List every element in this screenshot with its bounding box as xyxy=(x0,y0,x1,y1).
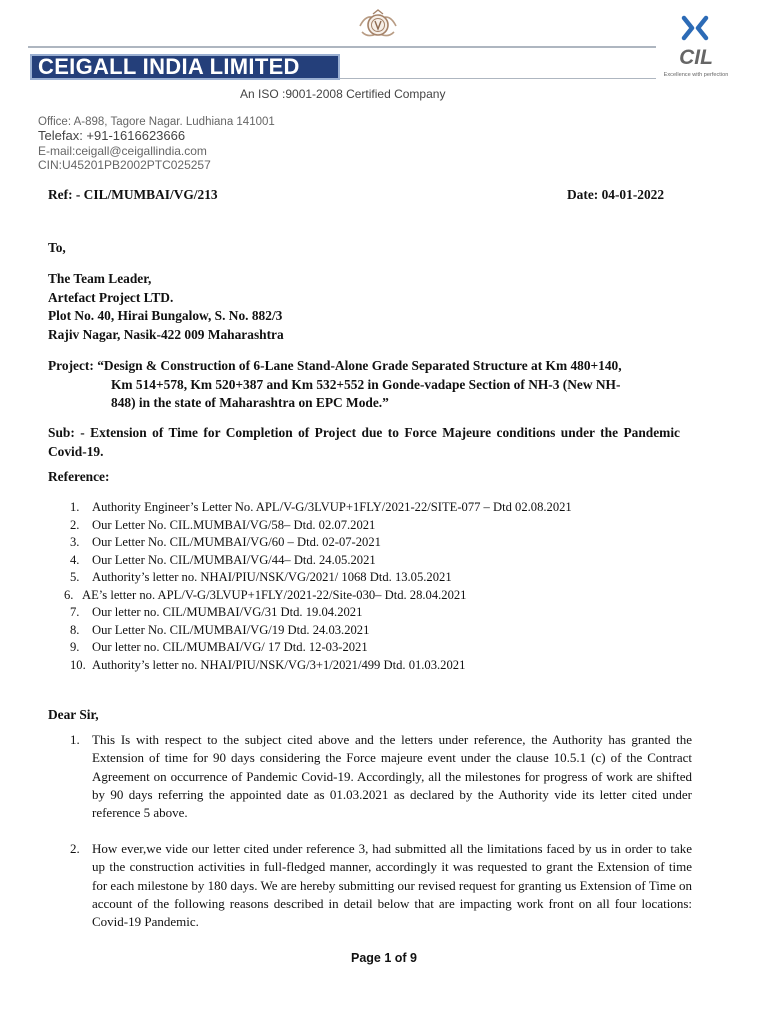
to-label: To, xyxy=(48,240,66,255)
project-label: Project: xyxy=(48,358,94,373)
header-rule-bottom xyxy=(340,78,656,79)
paragraph-number: 1. xyxy=(70,732,80,747)
project-line: Km 514+578, Km 520+387 and Km 532+552 in Gonde-vadape Section of NH-3 (New NH- xyxy=(111,376,621,392)
project-line: “Design & Construction of 6-Lane Stand-Alone Grade Separated Structure at Km 480+140, xyxy=(97,358,622,373)
address-line: Artefact Project LTD. xyxy=(48,289,174,305)
emblem-logo xyxy=(356,8,400,42)
address-line: The Team Leader, xyxy=(48,271,152,286)
page-number: Page 1 of 9 xyxy=(351,951,417,965)
reference-heading: Reference: xyxy=(48,469,110,484)
company-name-banner: CEIGALL INDIA LIMITED xyxy=(30,54,340,80)
subject-line: Sub: - Extension of Time for Completion of Project due to Force Majeure conditions under the Pandemic Covid-19. xyxy=(48,425,680,459)
reference-item: 3. Our Letter No. CIL/MUMBAI/VG/60 – Dtd. 02-07-2021 xyxy=(70,535,381,549)
reference-number: Ref: - CIL/MUMBAI/VG/213 xyxy=(48,187,218,202)
reference-item: 7. Our letter no. CIL/MUMBAI/VG/31 Dtd. 19.04.2021 xyxy=(70,605,363,619)
reference-item: 5. Authority’s letter no. NHAI/PIU/NSK/VG/2021/ 1068 Dtd. 13.05.2021 xyxy=(70,570,452,584)
address-line: Rajiv Nagar, Nasik-422 009 Maharashtra xyxy=(48,326,284,342)
letter-date: Date: 04-01-2022 xyxy=(567,187,665,202)
project-block xyxy=(48,357,688,413)
email: E-mail:ceigall@ceigallindia.com xyxy=(38,144,207,158)
reference-item: 2. Our Letter No. CIL.MUMBAI/VG/58– Dtd. 02.07.2021 xyxy=(70,517,376,532)
office-address: Office: A-898, Tagore Nagar. Ludhiana 141001 xyxy=(38,116,275,128)
reference-item: 8. Our Letter No. CIL/MUMBAI/VG/19 Dtd. 24.03.2021 xyxy=(70,622,370,637)
paragraph-text: How ever,we vide our letter cited under reference 3, had submitted all the limitations faced by us in order to take up the construction activities in full-fledged manner, accordingly it was requested to grant the Extension of time for each milestone by 180 days. We are hereby submitting our revised request for granting us Extension of Time on account of the following reasons described in detail below that are impacting work front on all four locations: Covid-19 Pandemic. xyxy=(92,841,692,930)
body-paragraph xyxy=(70,840,692,931)
header-rule-top xyxy=(28,46,656,48)
project-line: 848) in the state of Maharashtra on EPC Mode.” xyxy=(111,395,389,410)
address-line: Plot No. 40, Hirai Bungalow, S. No. 882/3 xyxy=(48,308,283,323)
reference-item: 1. Authority Engineer’s Letter No. APL/V-G/3LVUP+1FLY/2021-22/SITE-077 – Dtd 02.08.2021 xyxy=(70,500,572,514)
logo-text: CIL xyxy=(679,46,713,69)
salutation: Dear Sir, xyxy=(48,707,99,722)
iso-certification-line: An ISO :9001-2008 Certified Company xyxy=(240,87,446,101)
reference-item: 9. Our letter no. CIL/MUMBAI/VG/ 17 Dtd. 12-03-2021 xyxy=(70,640,368,654)
cin-number: CIN:U45201PB2002PTC025257 xyxy=(38,158,211,172)
reference-item: 4. Our Letter No. CIL/MUMBAI/VG/44– Dtd. 24.05.2021 xyxy=(70,552,376,567)
recipient-address xyxy=(48,270,284,344)
reference-item: 10. Authority’s letter no. NHAI/PIU/NSK/VG/3+1/2021/499 Dtd. 01.03.2021 xyxy=(70,657,466,672)
reference-list xyxy=(48,499,572,674)
body-paragraph xyxy=(70,731,692,822)
reference-item: 6. AE’s letter no. APL/V-G/3LVUP+1FLY/2021-22/Site-030– Dtd. 28.04.2021 xyxy=(64,587,467,602)
telefax: Telefax: +91-1616623666 xyxy=(38,128,186,143)
logo-tagline: Excellence with perfection xyxy=(663,72,729,78)
paragraph-text: This Is with respect to the subject cited above and the letters under reference, the Authority has granted the Extension of time for 90 days considering the Force majeure event under the clause 10.5.1 (c) of the Contract Agreement on occurrence of Pandemic Covid-19. Accordingly, all the milestones for progress of work are shifted by 90 days referring the appointed date as 01.03.2021 as declared by the Authority vide its letter cited under reference 5 above. xyxy=(92,732,692,821)
paragraph-number: 2. xyxy=(70,841,80,856)
cil-logo xyxy=(662,10,730,82)
